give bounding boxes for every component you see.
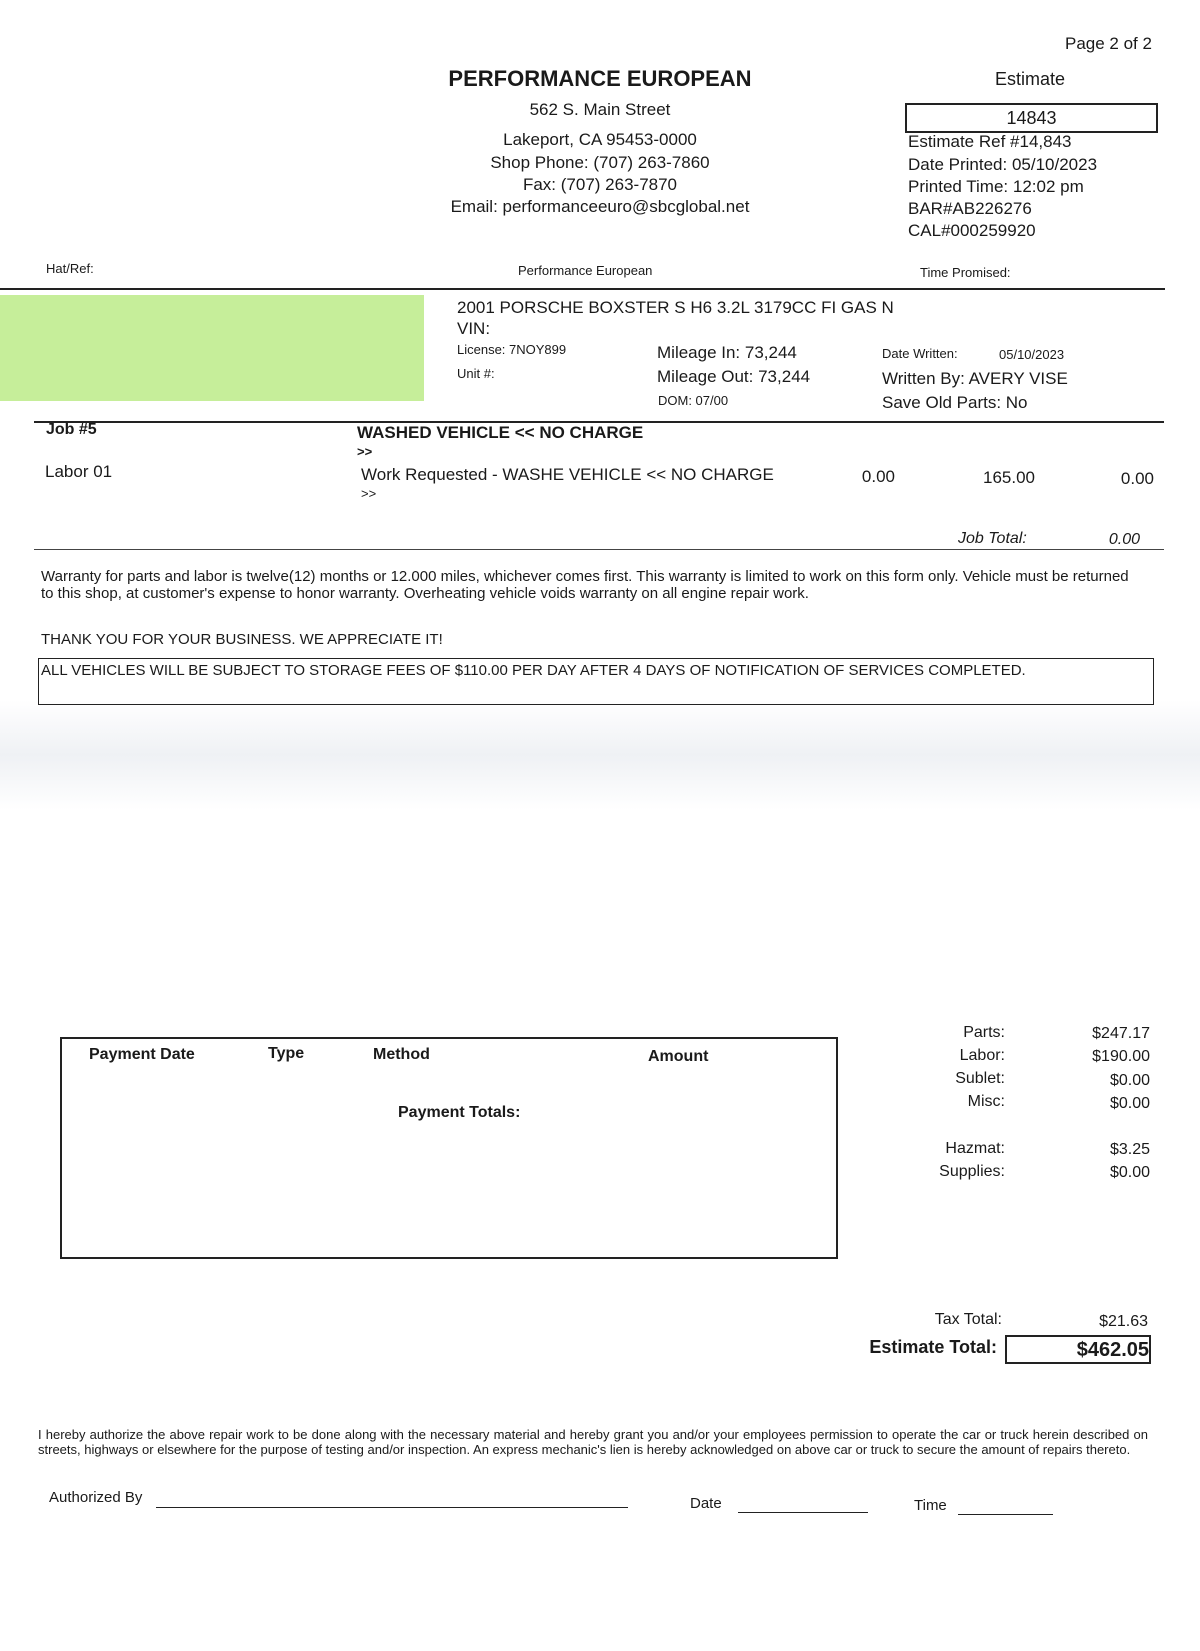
labor-line-label: Labor 01 [45, 462, 113, 481]
storage-fee-box [38, 658, 1154, 705]
job-total: 0.00 [1108, 531, 1140, 548]
estimate-total: $462.05 [1076, 1339, 1149, 1361]
cal-number: CAL#000259920 [908, 221, 1036, 240]
tax-total: $21.63 [1099, 1313, 1148, 1330]
scan-shading [0, 700, 1200, 810]
sublet-label: Sublet: [955, 1070, 1005, 1087]
shop-address-line1: 562 S. Main Street [529, 100, 671, 119]
printed-time: Printed Time: 12:02 pm [908, 177, 1084, 196]
labor-label: Labor: [959, 1047, 1005, 1064]
date-signature-line[interactable] [738, 1512, 868, 1513]
shop-email: Email: performanceeuro@sbcglobal.net [450, 197, 750, 216]
authorization-text: I hereby authorize the above repair work to be done along with the necessary material and hereby grant you and/or your employees permission to operate the car or truck herein described on streets, highways or elsewhere for the purpose of testing and/or inspection. An express mechanic's lien is hereby acknowledged on above car or truck to secure the amount of repairs thereto. [38, 1427, 1148, 1457]
redacted-customer-info [0, 295, 424, 401]
shop-name: PERFORMANCE EUROPEAN [448, 66, 752, 91]
estimate-number-box [905, 103, 1158, 133]
job-title-continuation: >> [357, 444, 373, 459]
time-label: Time [914, 1497, 947, 1514]
supplies-label: Supplies: [939, 1163, 1005, 1180]
vehicle-description: 2001 PORSCHE BOXSTER S H6 3.2L 3179CC FI GAS N [457, 298, 894, 317]
shop-center-name: Performance European [518, 263, 653, 278]
estimate-total-label: Estimate Total: [869, 1337, 997, 1357]
hazmat-label: Hazmat: [945, 1140, 1005, 1157]
authorized-by-signature-line[interactable] [156, 1507, 628, 1508]
payment-date-header: Payment Date [89, 1046, 195, 1063]
labor-rate: 165.00 [983, 468, 1035, 487]
storage-fee-text: ALL VEHICLES WILL BE SUBJECT TO STORAGE FEES OF $110.00 PER DAY AFTER 4 DAYS OF NOTIFICATION OF SERVICES COMPLETED. [41, 662, 1026, 679]
sublet-total: $0.00 [1109, 1072, 1150, 1089]
misc-label: Misc: [967, 1093, 1005, 1110]
parts-total: $247.17 [1092, 1025, 1150, 1042]
payment-type-header: Type [268, 1045, 305, 1062]
unit-number: Unit #: [457, 366, 495, 381]
page-number: Page 2 of 2 [1065, 34, 1152, 53]
payment-box [60, 1037, 838, 1259]
written-by: Written By: AVERY VISE [882, 369, 1068, 388]
warranty-text: Warranty for parts and labor is twelve(12) months or 12.000 miles, whichever comes first. This warranty is limited to work on this form only. Vehicle must be returned to this shop, at customer's expense to honor warranty. Overheating vehicle voids warranty on all engine repair work. [41, 568, 1129, 602]
license-plate: License: 7NOY899 [457, 342, 567, 357]
date-label: Date [690, 1495, 722, 1512]
document-type: Estimate [994, 69, 1066, 89]
job-number: Job #5 [46, 421, 97, 438]
vin-label: VIN: [457, 319, 491, 338]
payment-amount-header: Amount [648, 1048, 709, 1065]
save-old-parts: Save Old Parts: No [882, 393, 1028, 412]
shop-address-line2: Lakeport, CA 95453-0000 [503, 130, 697, 149]
date-written: 05/10/2023 [999, 347, 1065, 362]
shop-phone: Shop Phone: (707) 263-7860 [490, 153, 710, 172]
thank-you-note: THANK YOU FOR YOUR BUSINESS. WE APPRECIATE IT! [41, 631, 443, 648]
payment-method-header: Method [373, 1046, 430, 1063]
date-printed: Date Printed: 05/10/2023 [908, 155, 1098, 174]
mileage-in: Mileage In: 73,244 [657, 343, 797, 362]
payment-totals-label: Payment Totals: [398, 1104, 521, 1121]
labor-amount: 0.00 [1120, 469, 1154, 488]
dom: DOM: 07/00 [658, 393, 729, 408]
misc-total: $0.00 [1109, 1095, 1150, 1112]
hat-ref-label: Hat/Ref: [46, 261, 94, 276]
time-promised-label: Time Promised: [920, 265, 1011, 280]
header-divider [0, 288, 1165, 290]
authorized-by-label: Authorized By [49, 1489, 143, 1506]
job-total-divider [34, 549, 1164, 550]
parts-label: Parts: [963, 1024, 1005, 1041]
supplies-total: $0.00 [1109, 1164, 1150, 1181]
time-signature-line[interactable] [958, 1514, 1053, 1515]
estimate-total-box [1005, 1335, 1151, 1364]
work-requested: Work Requested - WASHE VEHICLE << NO CHARGE [361, 465, 774, 484]
bar-number: BAR#AB226276 [908, 199, 1032, 218]
job-total-label: Job Total: [958, 530, 1027, 547]
date-written-label: Date Written: [882, 346, 958, 361]
mileage-out: Mileage Out: 73,244 [657, 367, 811, 386]
shop-fax: Fax: (707) 263-7870 [522, 175, 678, 194]
job-title: WASHED VEHICLE << NO CHARGE [357, 423, 644, 442]
labor-total: $190.00 [1092, 1048, 1150, 1065]
estimate-number: 14843 [1006, 108, 1057, 128]
work-requested-continuation: >> [361, 486, 377, 501]
labor-hours: 0.00 [861, 467, 895, 486]
tax-total-label: Tax Total: [934, 1311, 1002, 1328]
hazmat-total: $3.25 [1109, 1141, 1150, 1158]
estimate-ref: Estimate Ref #14,843 [908, 132, 1072, 151]
